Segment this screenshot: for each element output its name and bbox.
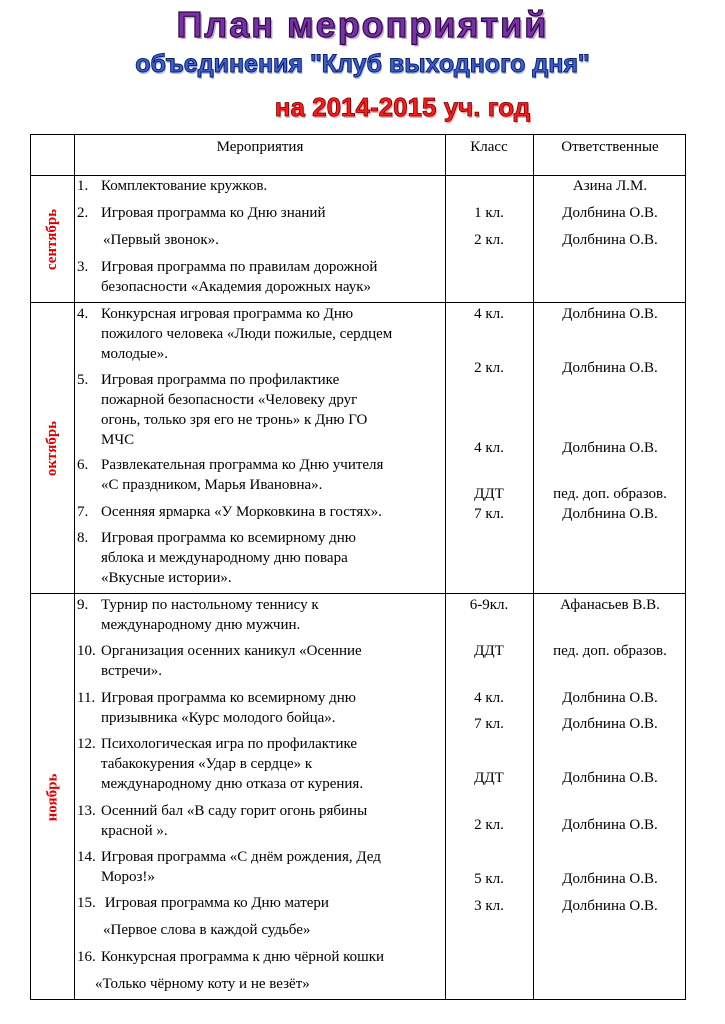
event-item-1 bbox=[77, 176, 439, 196]
class-cell: 4 кл. bbox=[474, 690, 504, 706]
class-cell: 2 кл. bbox=[474, 360, 504, 376]
event-number: 6. bbox=[77, 457, 89, 473]
event-item-9 bbox=[77, 595, 439, 635]
event-item-12 bbox=[77, 734, 439, 794]
event-number: 2. bbox=[77, 205, 89, 221]
responsible-cell: Долбнина О.В. bbox=[562, 440, 658, 456]
event-text: Игровая программа ко всемирному дню bbox=[101, 690, 356, 706]
event-number: 1. bbox=[77, 178, 89, 194]
row-divider bbox=[31, 302, 685, 303]
event-text: Игровая программа ко всемирному дню bbox=[101, 530, 356, 546]
title-line-3: на 2014-2015 уч. год bbox=[274, 92, 531, 122]
class-cell: 4 кл. bbox=[474, 440, 504, 456]
month-label: октябрь bbox=[44, 420, 61, 476]
title-line-1: План мероприятий bbox=[176, 4, 549, 45]
header-class: Класс bbox=[470, 139, 508, 155]
event-text: безопасности «Академия дорожных наук» bbox=[101, 279, 372, 295]
month-label: сентябрь bbox=[44, 208, 61, 270]
event-number: 12. bbox=[77, 736, 96, 752]
event-text: «Вкусные истории». bbox=[101, 570, 232, 586]
event-item-7 bbox=[77, 502, 439, 522]
event-text: Турнир по настольному теннису к bbox=[101, 597, 319, 613]
class-cell: 3 кл. bbox=[474, 898, 504, 914]
row-divider bbox=[31, 593, 685, 594]
event-item-8 bbox=[77, 528, 439, 588]
event-text: Игровая программа ко Дню знаний bbox=[101, 205, 326, 221]
event-text: МЧС bbox=[101, 432, 135, 448]
event-text: международному дню отказа от курения. bbox=[101, 776, 364, 792]
title-line-2: объединения "Клуб выходного дня" bbox=[135, 50, 590, 78]
event-text: яблока и международному дню повара bbox=[101, 550, 348, 566]
event-number: 15. bbox=[77, 895, 96, 911]
event-subtitle: «Первый звонок». bbox=[103, 232, 219, 248]
event-text: Игровая программа «С днём рождения, Дед bbox=[101, 849, 381, 865]
class-cell: 2 кл. bbox=[474, 817, 504, 833]
event-number: 10. bbox=[77, 643, 96, 659]
event-text: Развлекательная программа ко Дню учителя bbox=[101, 457, 384, 473]
events-table bbox=[30, 134, 686, 1000]
event-text: Комплектование кружков. bbox=[101, 178, 268, 194]
event-item-4 bbox=[77, 304, 439, 364]
event-subtitle: «Первое слова в каждой судьбе» bbox=[103, 922, 311, 938]
event-number: 9. bbox=[77, 597, 89, 613]
event-text: молодые». bbox=[101, 346, 168, 362]
event-text: Организация осенних каникул «Осенние bbox=[101, 643, 362, 659]
class-cell: 7 кл. bbox=[474, 716, 504, 732]
responsible-cell: Долбнина О.В. bbox=[562, 690, 658, 706]
responsible-cell: Долбнина О.В. bbox=[562, 770, 658, 786]
event-subtitle: «Только чёрному коту и не везёт» bbox=[95, 976, 310, 992]
event-text: международному дню мужчин. bbox=[101, 617, 301, 633]
event-number: 13. bbox=[77, 803, 96, 819]
responsible-cell: Долбнина О.В. bbox=[562, 306, 658, 322]
month-september bbox=[31, 176, 74, 302]
column-divider bbox=[74, 135, 75, 999]
event-text: Мороз!» bbox=[101, 869, 155, 885]
event-item-6 bbox=[77, 455, 439, 495]
class-cell: 2 кл. bbox=[474, 232, 504, 248]
event-text: пожилого человека «Люди пожилые, сердцем bbox=[101, 326, 393, 342]
class-cell: 6-9кл. bbox=[469, 597, 509, 613]
event-number: 3. bbox=[77, 259, 89, 275]
event-text: Игровая программа по профилактике bbox=[101, 372, 340, 388]
event-item-2 bbox=[77, 203, 439, 223]
event-text: Осенняя ярмарка «У Морковкина в гостях». bbox=[101, 504, 382, 520]
event-item-16-sub bbox=[77, 974, 439, 994]
event-text: Психологическая игра по профилактике bbox=[101, 736, 358, 752]
class-cell: ДДТ bbox=[474, 770, 504, 786]
class-cell: 7 кл. bbox=[474, 506, 504, 522]
responsible-cell: Долбнина О.В. bbox=[562, 360, 658, 376]
responsible-cell: Долбнина О.В. bbox=[562, 205, 658, 221]
class-cell: 4 кл. bbox=[474, 306, 504, 322]
class-cell: 1 кл. bbox=[474, 205, 504, 221]
event-text: Игровая программа по правилам дорожной bbox=[101, 259, 378, 275]
responsible-cell: пед. доп. образов. bbox=[553, 643, 667, 659]
event-item-16 bbox=[77, 947, 439, 967]
responsible-cell: Долбнина О.В. bbox=[562, 871, 658, 887]
event-item-11 bbox=[77, 688, 439, 728]
event-text: табакокурения «Удар в сердце» к bbox=[101, 756, 313, 772]
event-text: огонь, только зря его не тронь» к Дню ГО bbox=[101, 412, 368, 428]
class-cell: 5 кл. bbox=[474, 871, 504, 887]
event-text: встречи». bbox=[101, 663, 162, 679]
responsible-cell: Долбнина О.В. bbox=[562, 232, 658, 248]
event-item-3 bbox=[77, 257, 439, 297]
class-cell: ДДТ bbox=[474, 643, 504, 659]
month-october bbox=[31, 303, 74, 593]
event-number: 11. bbox=[77, 690, 96, 706]
responsible-cell: Долбнина О.В. bbox=[562, 506, 658, 522]
event-item-14 bbox=[77, 847, 439, 887]
responsible-cell: Долбнина О.В. bbox=[562, 817, 658, 833]
event-text: пожарной безопасности «Человеку друг bbox=[101, 392, 358, 408]
event-text: красной ». bbox=[101, 823, 168, 839]
responsible-cell: Азина Л.М. bbox=[572, 178, 648, 194]
month-label: ноябрь bbox=[44, 773, 60, 821]
event-item-2-sub bbox=[77, 230, 439, 250]
responsible-cell: пед. доп. образов. bbox=[553, 486, 667, 502]
event-text: Конкурсная игровая программа ко Дню bbox=[101, 306, 354, 322]
event-number: 7. bbox=[77, 504, 89, 520]
event-item-15-sub bbox=[77, 920, 439, 940]
event-number: 14. bbox=[77, 849, 96, 865]
event-text: Игровая программа ко Дню матери bbox=[101, 895, 329, 911]
responsible-cell: Долбнина О.В. bbox=[562, 898, 658, 914]
header-events: Мероприятия bbox=[216, 139, 304, 155]
event-number: 8. bbox=[77, 530, 89, 546]
event-text: Конкурсная программа к дню чёрной кошки bbox=[101, 949, 385, 965]
event-text: «С праздником, Марья Ивановна». bbox=[101, 477, 323, 493]
event-text: призывника «Курс молодого бойца». bbox=[101, 710, 336, 726]
event-item-10 bbox=[77, 641, 439, 681]
event-text: Осенний бал «В саду горит огонь рябины bbox=[101, 803, 368, 819]
event-item-15 bbox=[77, 893, 439, 913]
event-item-5 bbox=[77, 370, 439, 450]
event-number: 4. bbox=[77, 306, 89, 322]
month-november bbox=[31, 594, 74, 1000]
event-item-13 bbox=[77, 801, 439, 841]
responsible-cell: Долбнина О.В. bbox=[562, 716, 658, 732]
class-cell: ДДТ bbox=[474, 486, 504, 502]
event-number: 5. bbox=[77, 372, 89, 388]
event-number: 16. bbox=[77, 949, 96, 965]
responsible-cell: Афанасьев В.В. bbox=[560, 597, 660, 613]
header-responsible: Ответственные bbox=[561, 139, 659, 155]
